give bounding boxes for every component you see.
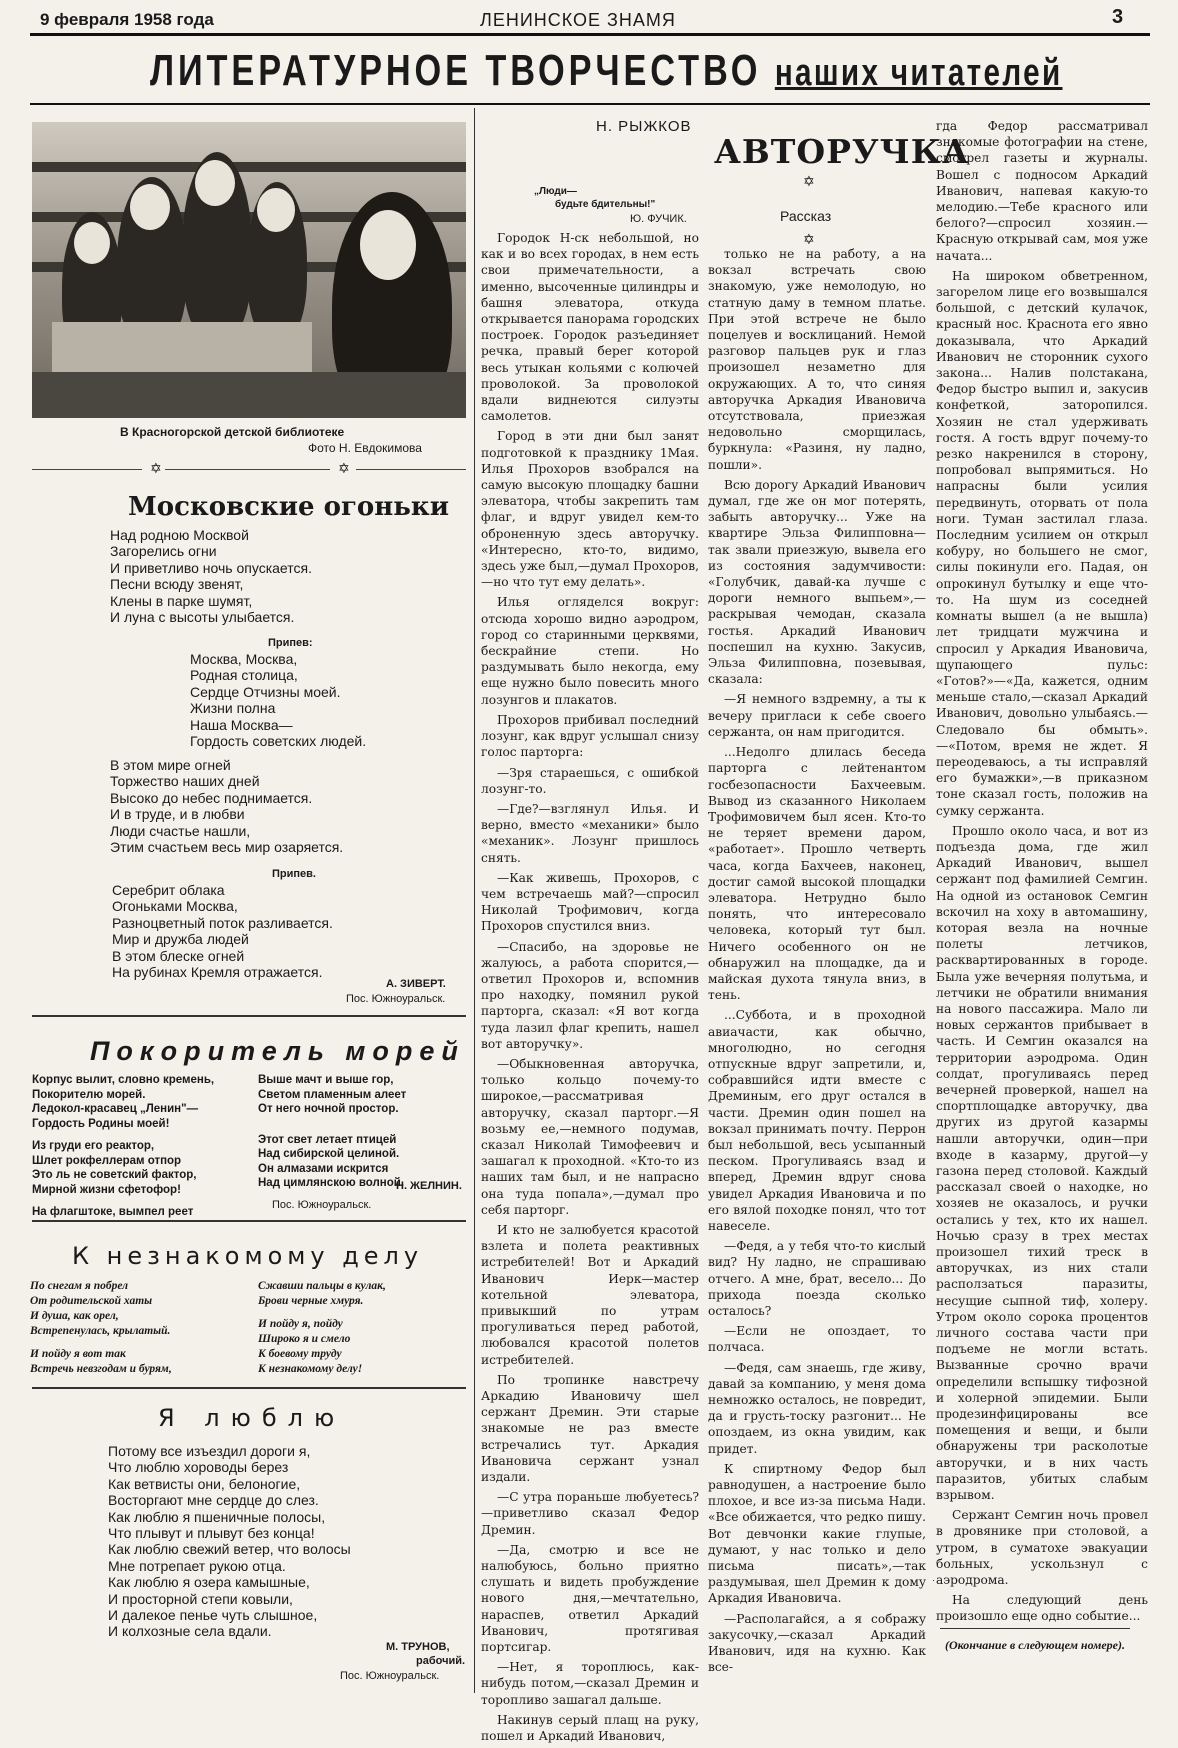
poem-title-sea-conqueror: Покоритель морей bbox=[90, 1036, 465, 1066]
divider-rule bbox=[356, 469, 466, 470]
story-author: Н. РЫЖКОВ bbox=[596, 118, 692, 135]
section-separator bbox=[32, 1220, 466, 1222]
page-number: 3 bbox=[1112, 6, 1124, 28]
divider-rule bbox=[32, 469, 142, 470]
poem1-stanza2: В этом мире огней Торжество наших дней Высоко до небес поднимается. И в труде, и в любви Люди счастье нашли, Этим счастьем весь мир озаряется. bbox=[110, 757, 344, 856]
story-genre: Рассказ bbox=[780, 208, 832, 224]
section-separator bbox=[32, 1015, 466, 1017]
newspaper-name: ЛЕНИНСКОЕ ЗНАМЯ bbox=[480, 10, 676, 30]
star-icon: ✡ bbox=[150, 461, 162, 477]
banner-part2: наших читателей bbox=[774, 52, 1063, 94]
continuation-note: (Окончание в следующем номере). bbox=[945, 1638, 1125, 1652]
banner-part1: ЛИТЕРАТУРНОЕ ТВОРЧЕСТВО bbox=[150, 46, 762, 95]
divider-rule bbox=[165, 469, 330, 470]
poem2-col1: Корпус вылит, словно кремень, Покорителю морей. Ледокол-красавец „Ленин"— Гордость Родины моей! Из груди его реактор, Шлет рокфеллерам отпор Это ль не советский фактор, Мирной жизни сфетофор! На флагштоке, вымпел реет bbox=[32, 1074, 215, 1218]
ending-rule-anchor bbox=[933, 1580, 934, 1581]
poem1-refrain: Москва, Москва, Родная столица, Сердце Отчизны моей. Жизни полна Наша Москва— Гордость советских людей. bbox=[190, 651, 367, 750]
poem-title-i-love: Я люблю bbox=[158, 1404, 346, 1432]
poem4-author-role: рабочий. bbox=[416, 1655, 466, 1667]
photo-credit: Фото Н. Евдокимова bbox=[308, 441, 422, 455]
refrain-label: Припев. bbox=[272, 868, 316, 880]
story-title: АВТОРУЧКА bbox=[714, 132, 970, 171]
poem1-author: А. ЗИВЕРТ. bbox=[386, 978, 446, 990]
section-banner bbox=[150, 46, 1063, 96]
issue-date: 9 февраля 1958 года bbox=[40, 10, 214, 29]
poem-title-moscow-lights: Московские огоньки bbox=[128, 492, 449, 522]
poem2-place: Пос. Южноуральск. bbox=[272, 1199, 372, 1211]
poem1-place: Пос. Южноуральск. bbox=[346, 993, 446, 1005]
poem-title-unknown-work: К незнакомому делу bbox=[72, 1242, 424, 1270]
poem4-body: Потому все изъездил дороги я, Что люблю хороводы берез Как ветвисты они, белоногие, Восторгают мне сердце до слез. Как люблю я пшеничные полосы, Что плывут и плывут без конца! Как люблю свежий ветер, что волосы Мне потрепает рукою отца. Как люблю я озера камышные, И просторной степи ковыли, И далекое пенье чуть слышное, И колхозные села вдали. bbox=[108, 1443, 351, 1640]
poem1-stanza1: Над родною Москвой Загорелись огни И приветливо ночь опускается. Песни всюду звенят, Клены в парке шумят, И луна с высоты улыбается. bbox=[110, 527, 312, 626]
story-column-3: гда Федор рассматривал знакомые фотографии на стене, смотрел газеты и журналы. Вошел с подносом Аркадий Иванович, напевая какую-то мелодию.—Тебе красного или белого?—спросил хозяин.—Красную открывай сам, моя уже начата... На широком обветренном, загорелом лице его возвышался большой, с детский кулачок, красный нос. Краснота его явно доказывала, что Аркадий Иванович не сторонник сухого закона... Налив полстакана, Федор быстро выпил и, закусив конфеткой, заторопился. Хозяин не стал удерживать гостя. А гость вдруг почему-то резко накренился в сторону, попробовал выпрямиться. Но напрасны были усилия передвинуть, оторвать от пола ноги. Туман застилал глаза. Последним усилием он открыл кобуру, но большего не смог, силы покинули его. Падая, он опрокинул бутылку и еще что-то. На шум из соседней комнаты вышел (а не вышла) лет тридцати мужчина и спросил у Аркадия Ивановича, щупающего пульс: «Готов?»—«Да, кажется, одним меньше стало,—сказал Аркадий Иванович, довольно улыбаясь.—Следовало бы обмыть».—«Потом, время не ждет. Я переодеваюсь, а ты исправляй его бумажки»,—в приказном тоне сказал гость, положив на сумку сержанта. Прошло около часа, и вот из подъезда дома, где жил Аркадий Иванович, вышел сержант под фамилией Семгин. На одной из остановок Семгин вскочил на хоху в автомашину, которая везла на ночные полеты летчиков, расквартированных в городе. Была уже вечерняя полутьма, и летчики не обратили внимания на нового пассажира. Мало ли новых сержантов прибывает в часть. И Семгин оказался на территории аэродрома. Один солдат, прогуливаясь перед вечерней проверкой, нашел на спортплощадке авторучку, два других из другой казармы нашли авторучки, один—при входе в казарму, другой—у газона перед столовой. Каждый рассказал своей о находке, но хозяев не оказалось, и ручки остались у тех, кто их нашел. Ночью сразу в трех местах произошел тихий треск в авторучках, из них стали расползаться паразиты, несущие сыпной тиф, холеру. Утром около сорока процентов личного состава части при подъеме не могли встать. Вызванные срочно врачи определили вспышку тифозной и холерной эпидемии. Были продезинфицированы все помещения и вещи, и были обнаружены три расколотые авторучки, и в них часть паразитов, убитых слабым взрывом. Сержант Семгин ночь провел в дровянике при столовой, а утром, в суматохе эвакуации больных, ускользнул с аэродрома. На следующий день произошло еще одно событие... bbox=[936, 119, 1148, 1624]
column-divider-left bbox=[474, 108, 475, 1693]
poem4-author: М. ТРУНОВ, bbox=[386, 1641, 450, 1653]
section-separator bbox=[32, 1387, 466, 1389]
star-icon: ✡ bbox=[803, 232, 815, 248]
poem3-col1: По снегам я побрел От родительской хаты И душа, как орел, Встрепенулась, крылатый. И пойду я вот так Встречь невзгодам и бурям, bbox=[30, 1280, 172, 1375]
poem2-col2: Выше мачт и выше гор, Светом пламенным алеет От него ночной простор. Этот свет летает птицей Над сибирской целиной. Он алмазами искрится Над цимлянскою волной. bbox=[258, 1074, 407, 1189]
star-icon: ✡ bbox=[803, 174, 815, 190]
story-column-1: Городок Н-ск небольшой, но как и во всех городах, в нем есть свои примечательности, а именно, высоченные цилиндры и башня элеватора, откуда открывается панорама городских построек. Городок разъединяет речка, правый берег которой весь утыкан кольями с колючей проволокой. За проволокой вдали виднеются силуэты самолетов. Город в эти дни был занят подготовкой к празднику 1Мая. Илья Прохоров взобрался на самую высокую площадку башни элеватора, чтобы закрепить там флаг, и вдруг увидел кем-то оброненную здесь авторучку. «Интересно, кто-то, видимо, здесь уже был,—думал Прохоров,—но что тут ему делать». Илья огляделся вокруг: отсюда хорошо видно аэродром, город со старинными церквями, бескрайние степи. Но раздумывать было некогда, ему еще нужно было повесить много лозунгов и плакатов. Прохоров прибивал последний лозунг, как вдруг услышал снизу голос парторга: —Зря стараешься, с ошибкой лозунг-то. —Где?—взглянул Илья. И верно, вместо «механики» было «механик». Лозунг пришлось снять. —Как живешь, Прохоров, с чем встречаешь май?—спросил Николай Трофимович, когда Прохоров спустился вниз. —Спасибо, на здоровье не жалуюсь, а работа спорится,—ответил Прохоров и, вспомнив про находку, помянил рукой парторга, сказал: «Я вот когда туда лазил флаг крепить, нашел вот авторучку». —Обыкновенная авторучка, только кольцо почему-то широкое,—рассматривая авторучку, сказал парторг.—Я возьму ее,—немного подумав, сказал Николай Тимофеевич и зашагал к проходной. «Кто-то из наших там был, и не напрасно она туда попала»,—думал про себя парторг. И кто не залюбуется красотой взлета и полета реактивных истребителей! Вот и Аркадий Иванович Иерк—мастер котельной элеватора, привыкший по утрам прогуливаться перед работой, любовался красотой полетов истребителей. По тропинке навстречу Аркадию Ивановичу шел сержант Дремин. Эти старые знакомые не раз вместе встречались тут. Аркадия Ивановича сержант узнал издали. —С утра пораньше любуетесь?—приветливо сказал Федор Дремин. —Да, смотрю и все не налюбуюсь, больно приятно слушать и видеть пробуждение нового дня,—мечтательно, нараспев, ответил Аркадий Иванович, протягивая портсигар. —Нет, я тороплюсь, как-нибудь потом,—сказал Дремин и торопливо зашагал дальше. Накинув серый плащ на руку, пошел и Аркадий Иванович, bbox=[481, 231, 700, 1744]
poem4-place: Пос. Южноуральск. bbox=[340, 1670, 440, 1682]
star-icon: ✡ bbox=[338, 461, 350, 477]
poem1-stanza3: Серебрит облака Огоньками Москва, Разноцветный поток разливается. Мир и дружба людей В этом блеске огней На рубинах Кремля отражается. bbox=[112, 882, 333, 981]
poem2-author: Н. ЖЕЛНИН. bbox=[396, 1180, 462, 1192]
refrain-label: Припев: bbox=[268, 637, 313, 649]
ending-rule bbox=[940, 1628, 1130, 1629]
library-photo bbox=[32, 122, 466, 418]
poem3-col2: Сжавши пальцы в кулак, Брови черные хмуря. И пойду я, пойду Широко я и смело К боевому труду К незнакомому делу! bbox=[258, 1280, 386, 1375]
header-rule bbox=[30, 33, 1150, 36]
story-column-2: только не на работу, а на вокзал встречать свою знакомую, уже немолодую, но статную даму в темном платье. При этой встрече не было поцелуев и восклицаний. Немой разговор пальцев рук и глаз произошел незаметно для окружающих. А то, что синяя авторучка Аркадия Ивановича отсутствовала, приезжая недовольно сморщилась, буркнула: «Разиня, ну ладно, пошли». Всю дорогу Аркадий Иванович думал, где же он мог потерять, забыть авторучку... Уже на квартире Эльза Филипповна—так звали приезжую, вывела его из состояния задумчивости: «Голубчик, давай-ка лучше с дороги немного выпьем»,—раскрывая чемодан, сказала гостья. Аркадий Иванович поспешил на кухню. Закусив, Эльза Филипповна, позевывая, сказала: —Я немного вздремну, а ты к вечеру пригласи к себе своего сержанта, он нам пригодится. ...Недолго длилась беседа парторга с лейтенантом госбезопасности Бахчеевым. Вывод из сказанного Николаем Трофимовичем был ясен. Кто-то не теряет времени даром, «работает». Прошло четверть часа, когда Бахчеев, наконец, достиг самой высокой площадки элеватора. Нетрудно было понять, что интересовало человека, который тут был. Ничего особенного он не обнаружил на площадке, да и майская духота тянула вниз, в тень. ...Суббота, и в проходной авиачасти, как обычно, многолюдно, но сегодня отпускные вдруг запретили, и, собравшийся идти вместе с Дреминым, его друг остался в части. Дремин один пошел на вокзал принимать почту. Перрон был небольшой, весь усыпанный песком. Прогуливаясь взад и вперед, Дремин вдруг снова увидел Аркадия Ивановича и по его вялой походке понял, что тот навеселе. —Федя, а у тебя что-то кислый вид? Ну ладно, не спрашиваю отчего. А мне, брат, весело... До прихода поезда сколько осталось? —Если не опоздает, то полчаса. —Федя, сам знаешь, где живу, давай за компанию, у меня дома немножко осталось, не повредит, да и грусть-тоску разгонит... Не опоздаем, из окна увидим, как придет. К спиртному Федор был равнодушен, а настроение было плохое, и все из-за письма Нади. «Все обижается, что редко пишу. Вот девчонки какие глупые, думают, у нас только и дело письма писать»,—так раздумывая, шел Дремин к дому Аркадия Ивановича. —Располагайся, а я сображу закусочку,—сказал Аркадий Иванович, идя на кухню. Как все- bbox=[708, 247, 926, 1675]
photo-caption: В Красногорской детской библиотеке bbox=[120, 425, 345, 439]
banner-rule bbox=[30, 103, 1150, 105]
epigraph-line2: будьте бдительны!" bbox=[555, 199, 656, 210]
epigraph-author: Ю. ФУЧИК. bbox=[630, 213, 687, 225]
epigraph-line1: „Люди— bbox=[534, 186, 577, 197]
